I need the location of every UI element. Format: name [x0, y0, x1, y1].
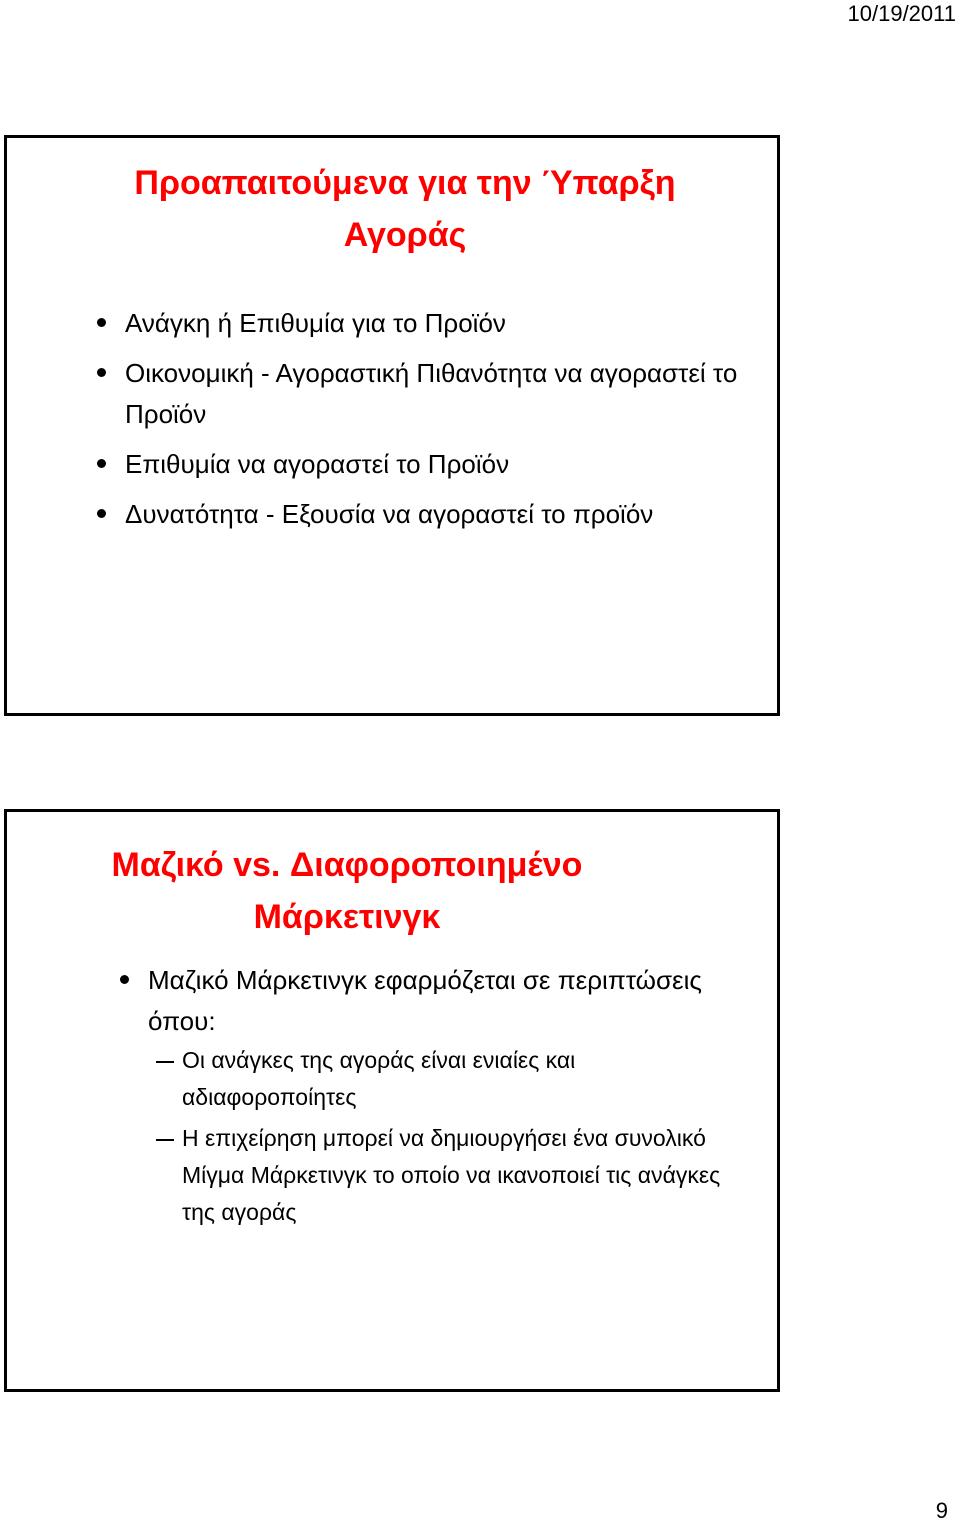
- bullet-item: [125, 353, 745, 435]
- bullet-text: Δυνατότητα - Εξουσία να αγοραστεί το προϊόν: [125, 499, 654, 529]
- sub-bullet-text: Η επιχείρηση μπορεί να δημιουργήσει ένα συνολικό Μίγμα Μάρκετινγκ το οποίο να ικανοποιεί τις ανάγκες της αγοράς: [182, 1125, 721, 1225]
- bullet-dot-icon: [120, 975, 129, 984]
- bullet-list: [148, 960, 748, 1240]
- slide-title-line-2: Αγοράς: [343, 216, 467, 254]
- slide-title-line-1: Προαπαιτούμενα για την Ύπαρξη: [134, 164, 676, 202]
- bullet-item: [125, 494, 745, 535]
- slide-title: [33, 157, 777, 261]
- sub-bullet-text: Οι ανάγκες της αγοράς είναι ενιαίες και αδιαφοροποίητες: [182, 1047, 576, 1110]
- sub-bullet-item: [182, 1042, 742, 1116]
- bullet-text: Ανάγκη ή Επιθυμία για το Προϊόν: [125, 308, 506, 338]
- bullet-text: Επιθυμία να αγοραστεί το Προϊόν: [125, 449, 510, 479]
- slide-title: [0, 839, 777, 943]
- bullet-dot-icon: [97, 509, 106, 518]
- bullet-item: [125, 444, 745, 485]
- slide-title-line-2: Μάρκετινγκ: [253, 898, 441, 936]
- bullet-item: [125, 303, 745, 344]
- slide-2: [4, 809, 780, 1392]
- slide-1: [4, 135, 780, 716]
- page-number: 9: [935, 1498, 948, 1523]
- slide-title-line-1: Μαζικό vs. Διαφοροποιημένο: [111, 846, 583, 884]
- sub-bullet-list: [148, 1042, 748, 1231]
- bullet-list: [125, 303, 745, 544]
- bullet-dot-icon: [97, 318, 106, 327]
- bullet-item: [148, 960, 748, 1231]
- bullet-text: Μαζικό Μάρκετινγκ εφαρμόζεται σε περιπτώσεις όπου:: [148, 965, 702, 1036]
- bullet-dot-icon: [97, 459, 106, 468]
- page-date: 10/19/2011: [847, 1, 956, 26]
- bullet-text: Οικονομική - Αγοραστική Πιθανότητα να αγοραστεί το Προϊόν: [125, 358, 738, 429]
- sub-bullet-item: [182, 1120, 742, 1231]
- bullet-dot-icon: [97, 368, 106, 377]
- dash-icon: [156, 1139, 174, 1141]
- dash-icon: [156, 1061, 174, 1063]
